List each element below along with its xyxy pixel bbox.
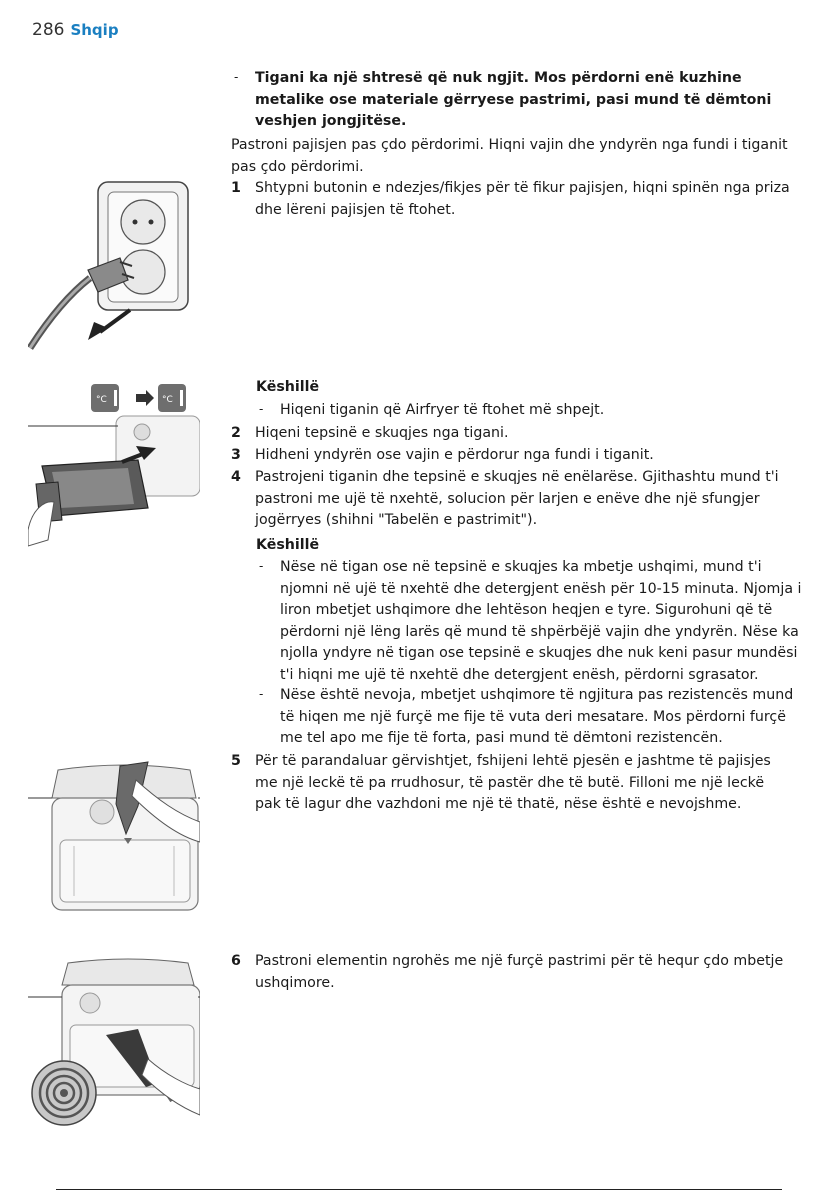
- step-number: 4: [231, 469, 241, 485]
- step-text: Për të parandaluar gërvishtjet, fshijeni lehtë pjesën e jashtme të pajisjes me një leckë të pa rrudhosur, të pastër dhe të butë. Filloni me një leckë pak të lagur dhe vazhdoni me një të thatë, nëse është e nevojshme.: [255, 753, 771, 812]
- step-2: [231, 423, 801, 445]
- remove-basket-illustration: [28, 380, 200, 548]
- bullet-dash: -: [259, 687, 264, 701]
- page-number: 286: [32, 20, 65, 40]
- step-1: [231, 178, 791, 221]
- tip-title: Këshillë: [256, 537, 320, 553]
- language-label: Shqip: [70, 21, 119, 39]
- step-5: [231, 751, 791, 816]
- clean-heating-element-illustration: [28, 955, 200, 1127]
- step-text: Shtypni butonin e ndezjes/fikjes për të fikur pajisjen, hiqni spinën nga priza dhe lëreni pajisjen të ftohet.: [255, 180, 790, 218]
- tip-bullet-text: Hiqeni tiganin që Airfryer të ftohet më shpejt.: [280, 402, 605, 418]
- step-6: [231, 951, 791, 994]
- thermo-left-label: °C: [96, 395, 107, 405]
- step-number: 6: [231, 953, 241, 969]
- page-header: [32, 20, 119, 40]
- tip-title: Këshillë: [256, 379, 320, 395]
- wipe-exterior-illustration: [28, 760, 200, 914]
- bullet-dash: -: [259, 402, 264, 416]
- tip-bullet: [256, 557, 811, 686]
- thermo-right-label: °C: [162, 395, 173, 405]
- tip-bullet: [256, 400, 796, 422]
- step-number: 5: [231, 753, 241, 769]
- step-text: Pastroni elementin ngrohës me një furçë pastrimi për të hequr çdo mbetje ushqimore.: [255, 953, 784, 991]
- tip-bullet-text: Nëse në tigan ose në tepsinë e skuqjes ka mbetje ushqimi, mund t'i njomni në ujë të nxehtë dhe detergjent enësh për 10-15 minuta. Njomja i liron mbetjet ushqimore dhe lehtëson heqjen e tyre. Sigurohuni që të përdorni një lëng larës që mund të shpërbëjë vajin dhe yndyrën. Nëse ka njolla yndyre në tigan ose tepsinë e skuqjes dhe nuk keni pasur mundësi t'i hiqni me ujë të nxehtë dhe detergjent enësh, përdorni sgrasator.: [280, 559, 802, 683]
- step-text: Hidheni yndyrën ose vajin e përdorur nga fundi i tiganit.: [255, 447, 654, 463]
- unplug-illustration: [28, 180, 198, 352]
- step-number: 1: [231, 180, 241, 196]
- step-text: Pastrojeni tiganin dhe tepsinë e skuqjes në enëlarëse. Gjithashtu mund t'i pastroni me ujë të nxehtë, solucion për larjen e enëve dhe një sfungjer jogërryes (shihni "Tabelën e pastrimit").: [255, 469, 779, 528]
- footer-divider: [56, 1189, 782, 1190]
- warning-text: Tigani ka një shtresë që nuk ngjit. Mos përdorni enë kuzhine metalike ose materiale gërryese pastrimi, pasi mund të dëmtoni veshjen jongjitëse.: [255, 70, 772, 129]
- step-4: [231, 467, 801, 532]
- tip-bullet: [256, 685, 811, 750]
- bullet-dash: -: [259, 559, 264, 573]
- warning-block: [231, 68, 791, 133]
- tip-bullet-text: Nëse është nevoja, mbetjet ushqimore të ngjitura pas rezistencës mund të hiqen me një furçë me fije të vuta deri mesatare. Mos përdorni furçë me tel apo me fije të forta, pasi mund të dëmtoni rezistencën.: [280, 687, 794, 746]
- step-number: 2: [231, 425, 241, 441]
- intro-paragraph: Pastroni pajisjen pas çdo përdorimi. Hiqni vajin dhe yndyrën nga fundi i tiganit pas çdo përdorimi.: [231, 137, 788, 175]
- step-3: [231, 445, 801, 467]
- step-number: 3: [231, 447, 241, 463]
- bullet-dash: -: [234, 70, 239, 84]
- step-text: Hiqeni tepsinë e skuqjes nga tigani.: [255, 425, 509, 441]
